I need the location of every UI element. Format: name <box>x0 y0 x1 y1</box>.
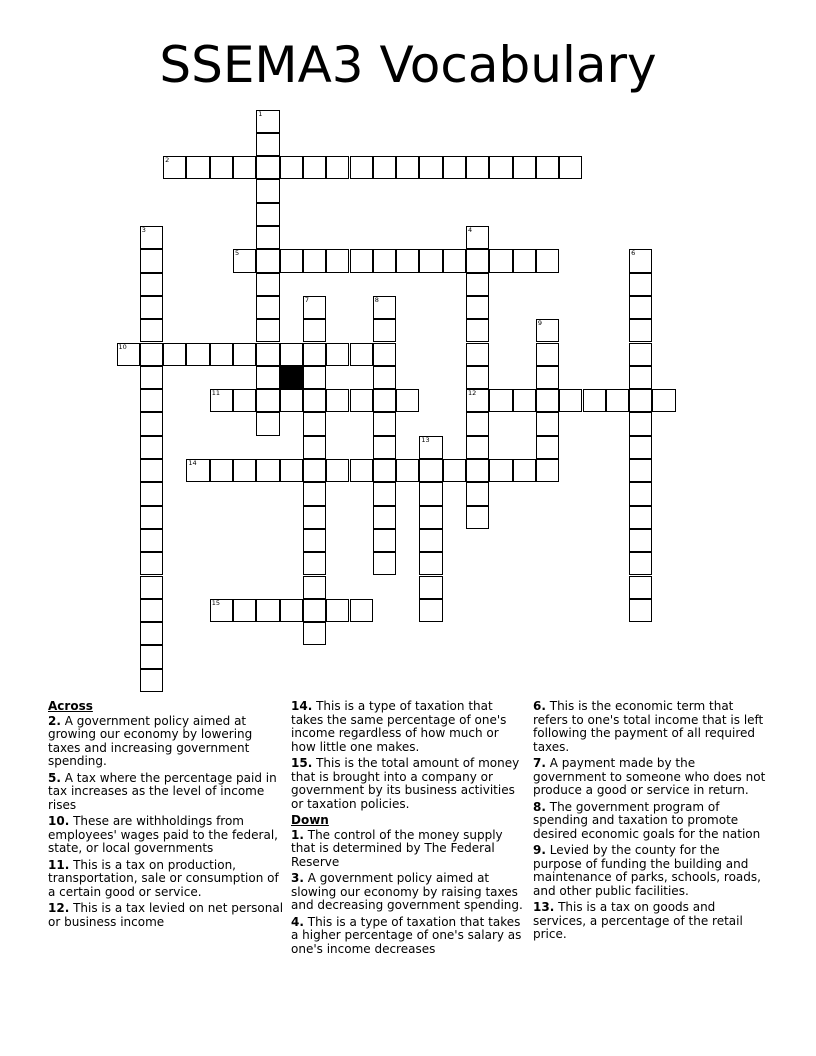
grid-cell[interactable] <box>140 273 163 296</box>
clue-number-label: 15. <box>291 756 313 770</box>
grid-cell[interactable] <box>373 319 396 342</box>
clue-number: 5 <box>235 249 240 258</box>
page-title: SSEMA3 Vocabulary <box>159 36 657 94</box>
grid-cell[interactable] <box>256 110 279 133</box>
grid-cell[interactable] <box>373 552 396 575</box>
clue-item <box>48 715 284 769</box>
grid-cell[interactable] <box>256 412 279 435</box>
clue-number: 12 <box>468 389 477 398</box>
grid-cell[interactable] <box>373 482 396 505</box>
clue-number-label: 5. <box>48 770 61 785</box>
clue-text: A government policy aimed at growing our economy by lowering taxes and increasing government spending. <box>48 713 253 768</box>
clue-item <box>291 757 527 811</box>
grid-cell[interactable] <box>140 645 163 668</box>
grid-cell[interactable] <box>140 622 163 645</box>
grid-cell[interactable] <box>140 366 163 389</box>
clue-item <box>48 902 284 929</box>
grid-cell[interactable] <box>629 599 652 622</box>
grid-cell[interactable] <box>280 249 303 272</box>
grid-cell[interactable] <box>373 156 396 179</box>
grid-cell[interactable] <box>373 436 396 459</box>
grid-cell[interactable] <box>256 156 279 179</box>
grid-cell[interactable] <box>303 366 326 389</box>
grid-cell[interactable] <box>513 156 536 179</box>
grid-cell[interactable] <box>256 459 279 482</box>
grid-cell[interactable] <box>163 343 186 366</box>
grid-cell[interactable] <box>140 249 163 272</box>
clue-item <box>291 872 527 913</box>
black-square <box>280 366 303 389</box>
grid-cell[interactable] <box>256 296 279 319</box>
grid-cell[interactable] <box>303 156 326 179</box>
clue-text: A payment made by the government to someone who does not produce a good or service in return. <box>533 756 766 797</box>
clue-item <box>533 700 769 754</box>
grid-cell[interactable] <box>256 203 279 226</box>
grid-cell[interactable] <box>140 343 163 366</box>
grid-cell[interactable] <box>303 482 326 505</box>
grid-cell[interactable] <box>373 529 396 552</box>
grid-cell[interactable] <box>606 389 629 412</box>
grid-cell[interactable] <box>186 156 209 179</box>
grid-cell[interactable] <box>140 506 163 529</box>
grid-cell[interactable] <box>419 156 442 179</box>
grid-cell[interactable] <box>419 506 442 529</box>
grid-cell[interactable] <box>233 599 256 622</box>
grid-cell[interactable] <box>466 273 489 296</box>
grid-cell[interactable] <box>256 599 279 622</box>
clue-number-label: 11. <box>48 857 70 872</box>
grid-cell[interactable] <box>117 343 140 366</box>
grid-cell[interactable] <box>140 436 163 459</box>
clue-item <box>48 815 284 856</box>
clue-text: These are withholdings from employees' wages paid to the federal, state, or local governments <box>48 814 278 855</box>
grid-cell[interactable] <box>326 389 349 412</box>
clue-text: This is a type of taxation that takes a higher percentage of one's salary as one's income decreases <box>291 914 522 956</box>
grid-cell[interactable] <box>140 552 163 575</box>
grid-cell[interactable] <box>629 319 652 342</box>
clue-text: Levied by the county for the purpose of funding the building and maintenance of parks, schools, roads, and other public facilities. <box>533 843 761 898</box>
grid-cell[interactable] <box>373 412 396 435</box>
grid-cell[interactable] <box>373 343 396 366</box>
clue-column-2 <box>291 700 527 959</box>
clue-number: 6 <box>631 249 636 258</box>
clue-text: This is the economic term that refers to one's total income that is left following the payment of all required taxes. <box>533 699 764 754</box>
grid-cell[interactable] <box>210 156 233 179</box>
clue-column-1 <box>48 700 284 932</box>
grid-cell[interactable] <box>210 389 233 412</box>
grid-cell[interactable] <box>233 156 256 179</box>
grid-cell[interactable] <box>536 156 559 179</box>
grid-cell[interactable] <box>280 459 303 482</box>
grid-cell[interactable] <box>466 412 489 435</box>
clue-text: This is a tax levied on net personal or business income <box>48 901 284 929</box>
clue-number: 7 <box>304 295 310 304</box>
grid-cell[interactable] <box>536 343 559 366</box>
grid-cell[interactable] <box>140 319 163 342</box>
clue-item <box>48 772 284 813</box>
grid-cell[interactable] <box>629 296 652 319</box>
grid-cell[interactable] <box>396 249 419 272</box>
grid-cell[interactable] <box>233 459 256 482</box>
grid-cell[interactable] <box>256 343 279 366</box>
grid-cell[interactable] <box>326 156 349 179</box>
clue-item <box>48 859 284 900</box>
grid-cell[interactable] <box>629 459 652 482</box>
clue-item <box>291 829 527 870</box>
grid-cell[interactable] <box>303 389 326 412</box>
clue-text: This is a tax on goods and services, a percentage of the retail price. <box>533 900 743 941</box>
grid-cell[interactable] <box>419 436 442 459</box>
grid-cell[interactable] <box>140 599 163 622</box>
clue-number-label: 8. <box>533 799 546 814</box>
grid-cell[interactable] <box>466 459 489 482</box>
grid-cell[interactable] <box>629 273 652 296</box>
clue-number-label: 6. <box>533 699 546 713</box>
grid-cell[interactable] <box>536 436 559 459</box>
grid-cell[interactable] <box>303 249 326 272</box>
grid-cell[interactable] <box>583 389 606 412</box>
grid-cell[interactable] <box>419 249 442 272</box>
grid-cell[interactable] <box>186 343 209 366</box>
grid-cell[interactable] <box>233 249 256 272</box>
grid-cell[interactable] <box>443 156 466 179</box>
down-heading: Down <box>291 813 329 827</box>
grid-cell[interactable] <box>256 389 279 412</box>
grid-cell[interactable] <box>163 156 186 179</box>
clue-text: This is a tax on production, transportation, sale or consumption of a certain good or service. <box>48 857 279 899</box>
clue-text: This is the total amount of money that is brought into a company or government by its business activities or taxation policies. <box>291 756 520 811</box>
clue-number: 10 <box>118 342 127 351</box>
grid-cell[interactable] <box>256 249 279 272</box>
grid-cell[interactable] <box>536 319 559 342</box>
grid-cell[interactable] <box>303 296 326 319</box>
grid-cell[interactable] <box>373 296 396 319</box>
clue-number: 4 <box>468 226 473 234</box>
grid-cell[interactable] <box>559 389 582 412</box>
grid-cell[interactable] <box>350 156 373 179</box>
grid-cell[interactable] <box>536 389 559 412</box>
grid-cell[interactable] <box>513 249 536 272</box>
grid-cell[interactable] <box>466 506 489 529</box>
clue-text: A tax where the percentage paid in tax increases as the level of income rises <box>48 770 277 812</box>
grid-cell[interactable] <box>536 412 559 435</box>
clue-text: The control of the money supply that is determined by The Federal Reserve <box>291 827 503 869</box>
grid-cell[interactable] <box>629 506 652 529</box>
grid-cell[interactable] <box>233 389 256 412</box>
grid-cell[interactable] <box>350 389 373 412</box>
grid-cell[interactable] <box>629 389 652 412</box>
grid-cell[interactable] <box>210 459 233 482</box>
grid-cell[interactable] <box>186 459 209 482</box>
grid-cell[interactable] <box>419 482 442 505</box>
grid-cell[interactable] <box>466 296 489 319</box>
grid-cell[interactable] <box>629 552 652 575</box>
clue-number: 15 <box>211 598 220 607</box>
grid-cell[interactable] <box>140 529 163 552</box>
clue-number-label: 7. <box>533 756 546 770</box>
grid-cell[interactable] <box>466 436 489 459</box>
grid-cell[interactable] <box>629 576 652 599</box>
grid-cell[interactable] <box>373 459 396 482</box>
grid-cell[interactable] <box>280 343 303 366</box>
grid-cell[interactable] <box>303 599 326 622</box>
grid-cell[interactable] <box>140 669 163 692</box>
grid-cell[interactable] <box>629 343 652 366</box>
across-heading: Across <box>48 699 93 713</box>
grid-cell[interactable] <box>280 156 303 179</box>
grid-cell[interactable] <box>466 156 489 179</box>
grid-cell[interactable] <box>466 482 489 505</box>
clue-number-label: 9. <box>533 843 546 857</box>
clue-number: 8 <box>374 295 379 304</box>
grid-cell[interactable] <box>513 389 536 412</box>
grid-cell[interactable] <box>326 459 349 482</box>
grid-cell[interactable] <box>466 389 489 412</box>
clue-number: 1 <box>258 109 263 118</box>
grid-cell[interactable] <box>140 226 163 249</box>
clue-text: A government policy aimed at slowing our economy by raising taxes and decreasing government spending. <box>291 871 523 912</box>
grid-cell[interactable] <box>210 343 233 366</box>
clue-item <box>533 901 769 942</box>
grid-cell[interactable] <box>350 599 373 622</box>
grid-cell[interactable] <box>280 599 303 622</box>
clue-item <box>533 801 769 842</box>
grid-cell[interactable] <box>419 459 442 482</box>
clue-number: 9 <box>537 319 543 328</box>
grid-cell[interactable] <box>256 133 279 156</box>
clue-number-label: 3. <box>291 871 304 885</box>
grid-cell[interactable] <box>326 249 349 272</box>
grid-cell[interactable] <box>233 343 256 366</box>
grid-cell[interactable] <box>140 412 163 435</box>
grid-cell[interactable] <box>373 506 396 529</box>
grid-cell[interactable] <box>443 459 466 482</box>
grid-cell[interactable] <box>466 249 489 272</box>
grid-cell[interactable] <box>419 552 442 575</box>
grid-cell[interactable] <box>140 482 163 505</box>
grid-cell[interactable] <box>303 552 326 575</box>
grid-cell[interactable] <box>536 249 559 272</box>
grid-cell[interactable] <box>629 249 652 272</box>
grid-cell[interactable] <box>396 459 419 482</box>
clue-number-label: 13. <box>533 900 555 914</box>
grid-cell[interactable] <box>303 436 326 459</box>
grid-cell[interactable] <box>419 529 442 552</box>
grid-cell[interactable] <box>140 459 163 482</box>
grid-cell[interactable] <box>256 366 279 389</box>
clue-number-label: 1. <box>291 827 304 842</box>
grid-cell[interactable] <box>280 389 303 412</box>
grid-cell[interactable] <box>629 436 652 459</box>
grid-cell[interactable] <box>256 319 279 342</box>
grid-cell[interactable] <box>350 249 373 272</box>
grid-cell[interactable] <box>466 319 489 342</box>
grid-cell[interactable] <box>350 459 373 482</box>
grid-cell[interactable] <box>419 599 442 622</box>
grid-cell[interactable] <box>303 343 326 366</box>
grid-cell[interactable] <box>256 226 279 249</box>
grid-cell[interactable] <box>489 156 512 179</box>
grid-cell[interactable] <box>443 249 466 272</box>
grid-cell[interactable] <box>559 156 582 179</box>
grid-cell[interactable] <box>536 459 559 482</box>
clue-number: 2 <box>165 156 170 165</box>
grid-cell[interactable] <box>466 366 489 389</box>
clue-number-label: 2. <box>48 713 61 728</box>
clue-item <box>533 757 769 798</box>
clue-number-label: 14. <box>291 699 313 713</box>
clue-column-3 <box>533 700 769 945</box>
grid-cell[interactable] <box>303 529 326 552</box>
grid-cell[interactable] <box>303 319 326 342</box>
grid-cell[interactable] <box>629 366 652 389</box>
grid-cell[interactable] <box>466 343 489 366</box>
grid-cell[interactable] <box>373 366 396 389</box>
clue-number: 3 <box>141 226 146 234</box>
clue-item <box>291 700 527 754</box>
grid-cell[interactable] <box>419 576 442 599</box>
clue-number: 13 <box>421 435 430 444</box>
grid-cell[interactable] <box>303 622 326 645</box>
clue-number: 14 <box>188 459 197 467</box>
grid-cell[interactable] <box>629 482 652 505</box>
grid-cell[interactable] <box>629 412 652 435</box>
grid-cell[interactable] <box>536 366 559 389</box>
clue-number-label: 12. <box>48 901 70 915</box>
clue-number-label: 4. <box>291 914 304 929</box>
grid-cell[interactable] <box>513 459 536 482</box>
grid-cell[interactable] <box>256 179 279 202</box>
clue-item <box>291 916 527 957</box>
clue-text: This is a type of taxation that takes the same percentage of one's income regardless of how much or how little one makes. <box>291 699 507 754</box>
grid-cell[interactable] <box>373 389 396 412</box>
grid-cell[interactable] <box>140 576 163 599</box>
grid-cell[interactable] <box>303 506 326 529</box>
grid-cell[interactable] <box>303 459 326 482</box>
grid-cell[interactable] <box>489 459 512 482</box>
clue-item <box>533 844 769 898</box>
grid-cell[interactable] <box>326 599 349 622</box>
grid-cell[interactable] <box>652 389 675 412</box>
grid-cell[interactable] <box>396 389 419 412</box>
grid-cell[interactable] <box>256 273 279 296</box>
grid-cell[interactable] <box>303 576 326 599</box>
grid-cell[interactable] <box>140 296 163 319</box>
grid-cell[interactable] <box>489 389 512 412</box>
grid-cell[interactable] <box>350 343 373 366</box>
clue-number-label: 10. <box>48 814 70 828</box>
grid-cell[interactable] <box>210 599 233 622</box>
grid-cell[interactable] <box>373 249 396 272</box>
grid-cell[interactable] <box>396 156 419 179</box>
grid-cell[interactable] <box>140 389 163 412</box>
grid-cell[interactable] <box>303 412 326 435</box>
grid-cell[interactable] <box>629 529 652 552</box>
grid-cell[interactable] <box>326 343 349 366</box>
clue-number: 11 <box>211 389 220 398</box>
clue-text: The government program of spending and taxation to promote desired economic goals for the nation <box>533 799 761 841</box>
grid-cell[interactable] <box>466 226 489 249</box>
grid-cell[interactable] <box>489 249 512 272</box>
